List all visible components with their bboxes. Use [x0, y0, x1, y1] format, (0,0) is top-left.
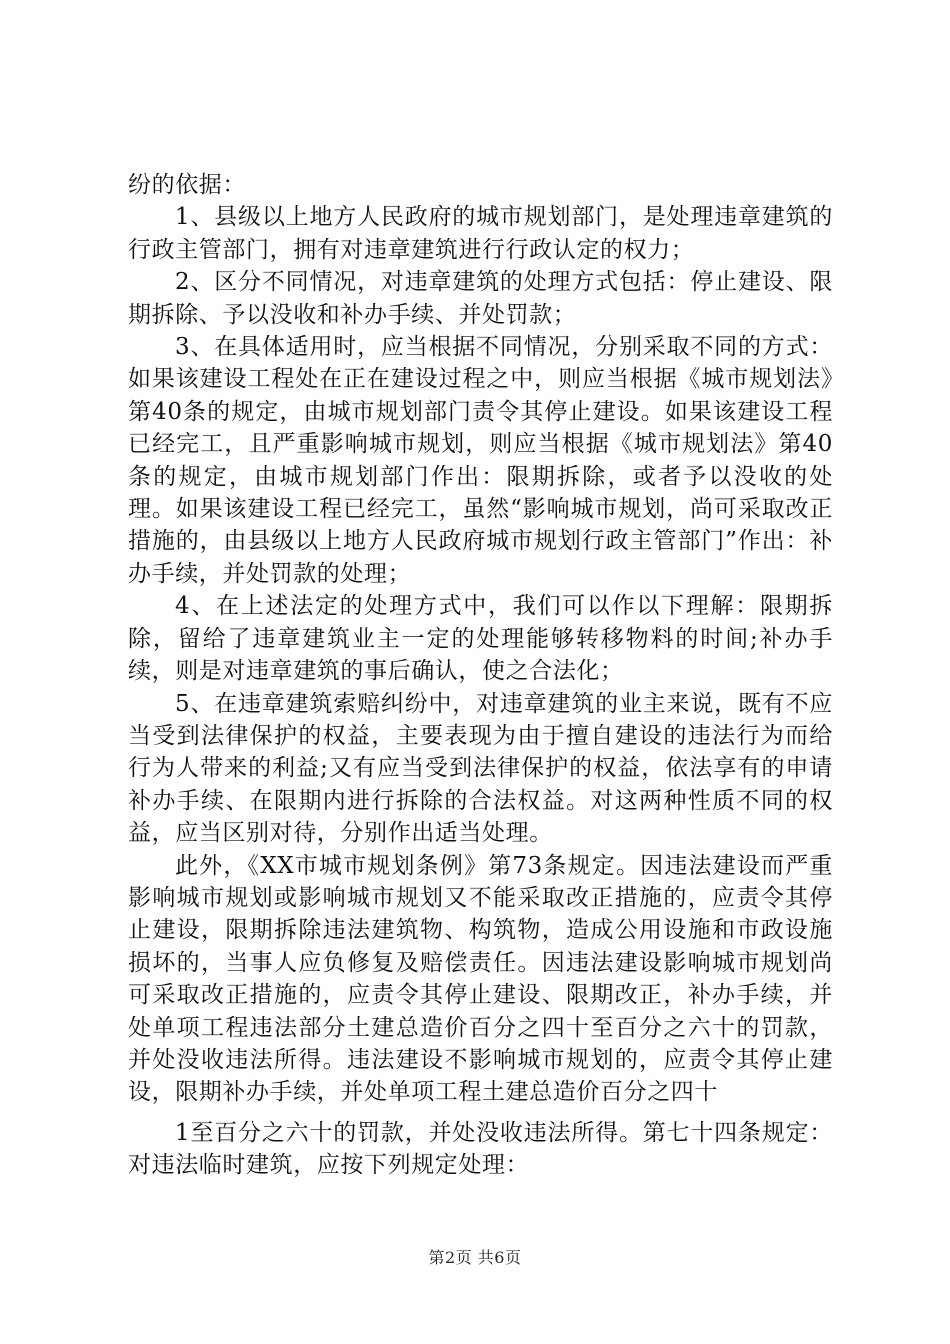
document-body [128, 169, 833, 1182]
paragraph-item-3: 3、在具体适用时，应当根据不同情况，分别采取不同的方式：如果该建设工程处在正在建设过程之中，则应当根据《城市规划法》第40条的规定，由城市规划部门责令其停止建设。如果该建设工程已经完工，且严重影响城市规划，则应当根据《城市规划法》第40条的规定，由城市规划部门作出：限期拆除，或者予以没收的处理。如果该建设工程已经完工，虽然“影响城市规划，尚可采取改正措施的，由县级以上地方人民政府城市规划行政主管部门”作出：补办手续，并处罚款的处理； [128, 334, 833, 587]
paragraph-item-2: 2、区分不同情况，对违章建筑的处理方式包括：停止建设、限期拆除、予以没收和补办手续、并处罚款； [128, 269, 833, 328]
paragraph-intro: 纷的依据： [128, 172, 246, 198]
paragraph-item-5: 5、在违章建筑索赔纠纷中，对违章建筑的业主来说，既有不应当受到法律保护的权益，主要表现为由于擅自建设的违法行为而给行为人带来的利益;又有应当受到法律保护的权益，依法享有的申请补办手续、在限期内进行拆除的合法权益。对这两种性质不同的权益，应当区别对待，分别作出适当处理。 [128, 690, 833, 847]
paragraph-continuation: 1至百分之六十的罚款，并处没收违法所得。第七十四条规定：对违法临时建筑，应按下列规定处理： [128, 1119, 833, 1179]
paragraph-item-4: 4、在上述法定的处理方式中，我们可以作以下理解：限期拆除，留给了违章建筑业主一定的处理能够转移物料的时间;补办手续，则是对违章建筑的事后确认，使之合法化； [128, 593, 833, 685]
paragraph-item-1: 1、县级以上地方人民政府的城市规划部门，是处理违章建筑的行政主管部门，拥有对违章建筑进行行政认定的权力； [128, 204, 833, 263]
paragraph-regulation: 此外，《XX市城市规划条例》第73条规定。因违法建设而严重影响城市规划或影响城市规划又不能采取改正措施的，应责令其停止建设，限期拆除违法建筑物、构筑物，造成公用设施和市政设施损坏的，当事人应负修复及赔偿责任。因违法建设影响城市规划尚可采取改正措施的，应责令其停止建设、限期改正，补办手续，并处单项工程违法部分土建总造价百分之四十至百分之六十的罚款，并处没收违法所得。违法建设不影响城市规划的，应责令其停止建设，限期补办手续，并处单项工程土建总造价百分之四十 [128, 852, 833, 1106]
page-footer: 第2页 共6页 [428, 1248, 522, 1267]
